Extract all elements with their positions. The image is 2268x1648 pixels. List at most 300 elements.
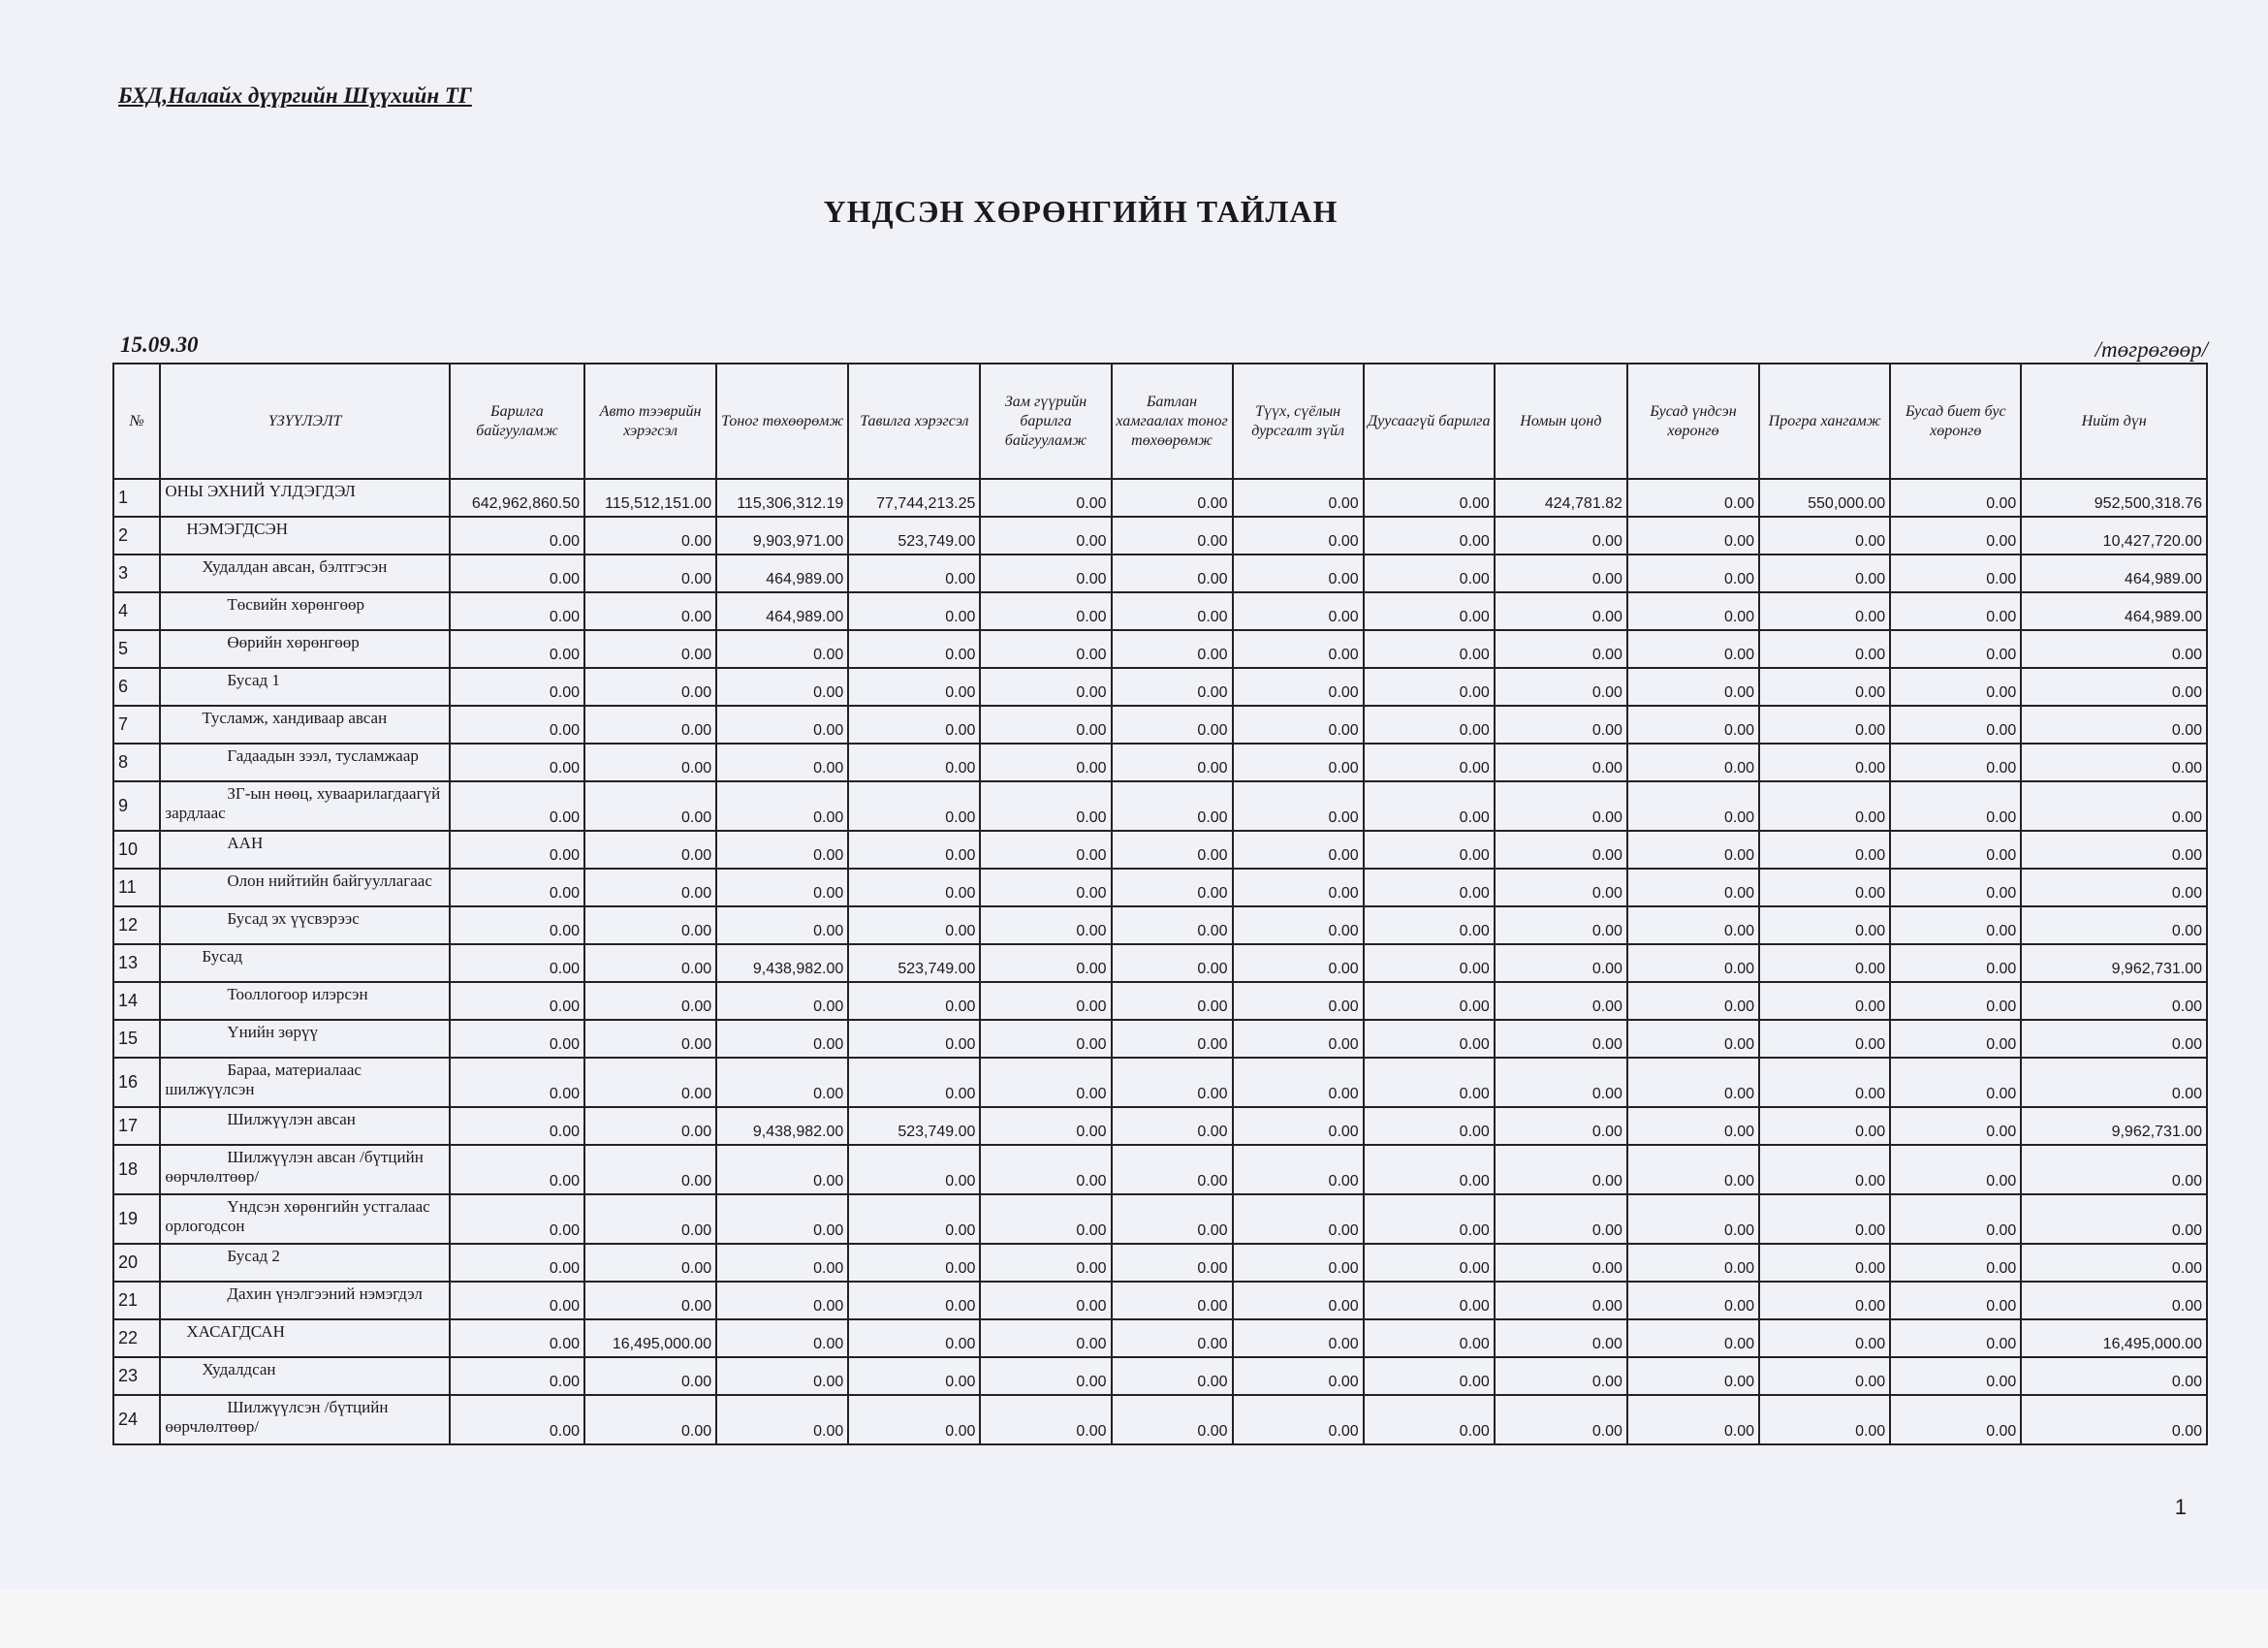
col-header: Бусад үндсэн хөронгө (1627, 364, 1759, 479)
value-cell: 0.00 (1627, 1244, 1759, 1282)
value-cell: 0.00 (980, 1395, 1111, 1444)
row-label: Дахин үнэлгээний нэмэгдэл (160, 1282, 449, 1319)
value-cell: 0.00 (848, 1244, 980, 1282)
value-cell: 523,749.00 (848, 944, 980, 982)
value-cell: 0.00 (584, 744, 716, 781)
value-cell: 0.00 (716, 982, 848, 1020)
table-row (113, 744, 2207, 781)
value-cell: 0.00 (1890, 592, 2021, 630)
value-cell: 0.00 (1233, 592, 1364, 630)
value-cell: 0.00 (1890, 1319, 2021, 1357)
value-cell: 0.00 (980, 1357, 1111, 1395)
value-cell: 424,781.82 (1495, 479, 1627, 517)
value-cell: 0.00 (584, 944, 716, 982)
value-cell: 0.00 (716, 1395, 848, 1444)
value-cell: 0.00 (1759, 630, 1890, 668)
value-cell: 0.00 (584, 630, 716, 668)
value-cell: 0.00 (450, 906, 584, 944)
col-header: Програ хангамж (1759, 364, 1890, 479)
row-number: 17 (113, 1107, 160, 1145)
value-cell: 0.00 (1495, 1395, 1627, 1444)
value-cell: 0.00 (980, 982, 1111, 1020)
value-cell: 0.00 (848, 1020, 980, 1058)
value-cell: 0.00 (584, 831, 716, 869)
value-cell: 0.00 (716, 1058, 848, 1107)
value-cell: 0.00 (1627, 592, 1759, 630)
value-cell: 0.00 (1759, 982, 1890, 1020)
value-cell: 0.00 (584, 517, 716, 555)
value-cell: 0.00 (1759, 517, 1890, 555)
row-label: Шилжүүлэн авсан /бүтцийн өөрчлөлтөөр/ (160, 1145, 449, 1194)
row-total-cell: 0.00 (2021, 831, 2207, 869)
value-cell: 0.00 (584, 592, 716, 630)
value-cell: 0.00 (1890, 1357, 2021, 1395)
value-cell: 0.00 (1233, 1244, 1364, 1282)
row-label: Төсвийн хөрөнгөөр (160, 592, 449, 630)
value-cell: 0.00 (450, 1319, 584, 1357)
row-total-cell: 0.00 (2021, 744, 2207, 781)
value-cell: 0.00 (1364, 1107, 1495, 1145)
value-cell: 0.00 (1112, 1319, 1233, 1357)
table-header-row (113, 364, 2207, 479)
row-number: 23 (113, 1357, 160, 1395)
value-cell: 0.00 (1890, 479, 2021, 517)
value-cell: 464,989.00 (716, 592, 848, 630)
value-cell: 0.00 (1890, 668, 2021, 706)
value-cell: 0.00 (1495, 1319, 1627, 1357)
value-cell: 0.00 (1495, 1058, 1627, 1107)
row-total-cell: 0.00 (2021, 1058, 2207, 1107)
value-cell: 0.00 (1233, 1020, 1364, 1058)
table-row (113, 1020, 2207, 1058)
row-number: 5 (113, 630, 160, 668)
value-cell: 0.00 (1233, 668, 1364, 706)
value-cell: 0.00 (716, 1357, 848, 1395)
value-cell: 0.00 (716, 1319, 848, 1357)
value-cell: 0.00 (1495, 1357, 1627, 1395)
value-cell: 0.00 (980, 781, 1111, 831)
row-number: 3 (113, 555, 160, 592)
value-cell: 0.00 (848, 1319, 980, 1357)
row-label: Бусад (160, 944, 449, 982)
value-cell: 0.00 (1495, 517, 1627, 555)
value-cell: 0.00 (1890, 1194, 2021, 1244)
value-cell: 0.00 (980, 1194, 1111, 1244)
value-cell: 0.00 (584, 781, 716, 831)
value-cell: 0.00 (1233, 781, 1364, 831)
value-cell: 0.00 (848, 1194, 980, 1244)
value-cell: 0.00 (450, 1145, 584, 1194)
report-date: 15.09.30 (120, 333, 199, 357)
row-label: Тусламж, хандиваар авсан (160, 706, 449, 744)
value-cell: 0.00 (980, 1319, 1111, 1357)
value-cell: 0.00 (1890, 744, 2021, 781)
value-cell: 0.00 (1890, 517, 2021, 555)
row-label: Гадаадын зээл, тусламжаар (160, 744, 449, 781)
value-cell: 0.00 (1112, 906, 1233, 944)
row-total-cell: 0.00 (2021, 869, 2207, 906)
value-cell: 0.00 (1364, 1194, 1495, 1244)
row-total-cell: 0.00 (2021, 630, 2207, 668)
value-cell: 0.00 (1890, 1395, 2021, 1444)
value-cell: 0.00 (980, 479, 1111, 517)
value-cell: 0.00 (450, 1058, 584, 1107)
value-cell: 0.00 (716, 1282, 848, 1319)
value-cell: 0.00 (1495, 781, 1627, 831)
row-label: Тооллогоор илэрсэн (160, 982, 449, 1020)
value-cell: 0.00 (450, 555, 584, 592)
value-cell: 0.00 (1495, 869, 1627, 906)
value-cell: 0.00 (1890, 869, 2021, 906)
value-cell: 0.00 (1759, 1107, 1890, 1145)
value-cell: 0.00 (1890, 630, 2021, 668)
value-cell: 0.00 (1495, 1194, 1627, 1244)
value-cell: 0.00 (1364, 479, 1495, 517)
value-cell: 0.00 (1495, 1244, 1627, 1282)
row-number: 12 (113, 906, 160, 944)
value-cell: 0.00 (1233, 1194, 1364, 1244)
value-cell: 0.00 (1233, 1107, 1364, 1145)
value-cell: 0.00 (1364, 517, 1495, 555)
row-label: НЭМЭГДСЭН (160, 517, 449, 555)
row-number: 22 (113, 1319, 160, 1357)
value-cell: 0.00 (1495, 1020, 1627, 1058)
value-cell: 0.00 (1233, 479, 1364, 517)
value-cell: 0.00 (1112, 1107, 1233, 1145)
table-row (113, 1107, 2207, 1145)
row-total-cell: 464,989.00 (2021, 555, 2207, 592)
value-cell: 0.00 (1364, 944, 1495, 982)
value-cell: 16,495,000.00 (584, 1319, 716, 1357)
value-cell: 0.00 (1364, 982, 1495, 1020)
table-row (113, 869, 2207, 906)
value-cell: 0.00 (1364, 744, 1495, 781)
value-cell: 0.00 (1112, 1395, 1233, 1444)
value-cell: 0.00 (1627, 706, 1759, 744)
value-cell: 0.00 (450, 1282, 584, 1319)
value-cell: 0.00 (584, 668, 716, 706)
row-label: ЗГ-ын нөөц, хуваарилагдаагүй зардлаас (160, 781, 449, 831)
value-cell: 0.00 (1495, 555, 1627, 592)
value-cell: 0.00 (1233, 982, 1364, 1020)
fixed-assets-table (112, 363, 2208, 1445)
col-header: ҮЗҮҮЛЭЛТ (160, 364, 449, 479)
value-cell: 0.00 (1364, 706, 1495, 744)
value-cell: 0.00 (980, 668, 1111, 706)
row-number: 8 (113, 744, 160, 781)
table-row (113, 944, 2207, 982)
col-header: Түүх, сүёлын дурсгалт зүйл (1233, 364, 1364, 479)
value-cell: 0.00 (1112, 706, 1233, 744)
value-cell: 0.00 (450, 630, 584, 668)
value-cell: 0.00 (1890, 781, 2021, 831)
value-cell: 0.00 (1759, 869, 1890, 906)
value-cell: 0.00 (1627, 1395, 1759, 1444)
row-total-cell: 464,989.00 (2021, 592, 2207, 630)
value-cell: 0.00 (980, 944, 1111, 982)
table-row (113, 906, 2207, 944)
value-cell: 77,744,213.25 (848, 479, 980, 517)
value-cell: 0.00 (980, 1282, 1111, 1319)
value-cell: 0.00 (450, 1107, 584, 1145)
value-cell: 0.00 (584, 706, 716, 744)
value-cell: 0.00 (1495, 668, 1627, 706)
value-cell: 0.00 (1112, 744, 1233, 781)
value-cell: 0.00 (848, 906, 980, 944)
table-row (113, 831, 2207, 869)
value-cell: 0.00 (980, 1145, 1111, 1194)
value-cell: 0.00 (1495, 1107, 1627, 1145)
row-label: Худалдан авсан, бэлтгэсэн (160, 555, 449, 592)
value-cell: 0.00 (980, 1244, 1111, 1282)
value-cell: 0.00 (1890, 1145, 2021, 1194)
value-cell: 0.00 (450, 1357, 584, 1395)
value-cell: 0.00 (848, 1282, 980, 1319)
col-header: Батлан хамгаалах тоног төхөөрөмж (1112, 364, 1233, 479)
value-cell: 0.00 (848, 1145, 980, 1194)
row-total-cell: 0.00 (2021, 1244, 2207, 1282)
value-cell: 0.00 (1890, 982, 2021, 1020)
value-cell: 0.00 (980, 831, 1111, 869)
value-cell: 0.00 (1233, 1058, 1364, 1107)
value-cell: 523,749.00 (848, 1107, 980, 1145)
col-header: Нийт дүн (2021, 364, 2207, 479)
value-cell: 0.00 (1890, 706, 2021, 744)
row-label: Үнийн зөрүү (160, 1020, 449, 1058)
value-cell: 0.00 (1759, 744, 1890, 781)
value-cell: 0.00 (1759, 1244, 1890, 1282)
value-cell: 0.00 (1759, 906, 1890, 944)
value-cell: 0.00 (1233, 706, 1364, 744)
value-cell: 0.00 (584, 906, 716, 944)
value-cell: 0.00 (1112, 517, 1233, 555)
row-number: 18 (113, 1145, 160, 1194)
row-number: 2 (113, 517, 160, 555)
value-cell: 0.00 (1112, 1194, 1233, 1244)
value-cell: 0.00 (1627, 1058, 1759, 1107)
value-cell: 0.00 (980, 517, 1111, 555)
value-cell: 115,306,312.19 (716, 479, 848, 517)
col-header: Бусад биет бус хөронгө (1890, 364, 2021, 479)
row-number: 1 (113, 479, 160, 517)
value-cell: 0.00 (450, 1020, 584, 1058)
row-number: 16 (113, 1058, 160, 1107)
row-total-cell: 0.00 (2021, 1194, 2207, 1244)
row-total-cell: 0.00 (2021, 706, 2207, 744)
value-cell: 0.00 (584, 1020, 716, 1058)
value-cell: 0.00 (1233, 1395, 1364, 1444)
value-cell: 0.00 (1233, 630, 1364, 668)
value-cell: 0.00 (848, 781, 980, 831)
row-label: Бараа, материалаас шилжүүлсэн (160, 1058, 449, 1107)
value-cell: 0.00 (1112, 1282, 1233, 1319)
value-cell: 0.00 (450, 668, 584, 706)
table-row (113, 1319, 2207, 1357)
value-cell: 0.00 (584, 1145, 716, 1194)
row-label: Бусад эх үүсвэрээс (160, 906, 449, 944)
col-header: Тоног төхөөрөмж (716, 364, 848, 479)
value-cell: 0.00 (716, 1145, 848, 1194)
value-cell: 0.00 (450, 781, 584, 831)
value-cell: 0.00 (1890, 906, 2021, 944)
value-cell: 0.00 (1495, 744, 1627, 781)
table-row (113, 668, 2207, 706)
value-cell: 0.00 (584, 1107, 716, 1145)
value-cell: 9,903,971.00 (716, 517, 848, 555)
row-total-cell: 0.00 (2021, 1145, 2207, 1194)
value-cell: 0.00 (848, 706, 980, 744)
row-label: ХАСАГДСАН (160, 1319, 449, 1357)
value-cell: 0.00 (1759, 555, 1890, 592)
value-cell: 0.00 (848, 592, 980, 630)
row-number: 9 (113, 781, 160, 831)
row-total-cell: 0.00 (2021, 1395, 2207, 1444)
value-cell: 0.00 (1890, 1244, 2021, 1282)
row-number: 10 (113, 831, 160, 869)
value-cell: 0.00 (450, 944, 584, 982)
value-cell: 0.00 (716, 831, 848, 869)
table-row (113, 1244, 2207, 1282)
table-row (113, 706, 2207, 744)
value-cell: 0.00 (1759, 668, 1890, 706)
table-row (113, 630, 2207, 668)
value-cell: 0.00 (1364, 1058, 1495, 1107)
row-label: Бусад 2 (160, 1244, 449, 1282)
col-header: Зам гүүрийн барилга байгууламж (980, 364, 1111, 479)
value-cell: 0.00 (1495, 1282, 1627, 1319)
value-cell: 0.00 (1759, 1058, 1890, 1107)
value-cell: 0.00 (1890, 1020, 2021, 1058)
value-cell: 0.00 (1627, 944, 1759, 982)
table-row (113, 1395, 2207, 1444)
value-cell: 0.00 (980, 1107, 1111, 1145)
row-number: 21 (113, 1282, 160, 1319)
value-cell: 0.00 (716, 869, 848, 906)
value-cell: 0.00 (1627, 831, 1759, 869)
value-cell: 0.00 (584, 555, 716, 592)
col-header: № (113, 364, 160, 479)
value-cell: 0.00 (584, 1357, 716, 1395)
value-cell: 0.00 (450, 982, 584, 1020)
row-number: 11 (113, 869, 160, 906)
value-cell: 0.00 (584, 869, 716, 906)
value-cell: 0.00 (716, 706, 848, 744)
value-cell: 0.00 (1233, 1282, 1364, 1319)
value-cell: 550,000.00 (1759, 479, 1890, 517)
value-cell: 0.00 (1890, 944, 2021, 982)
value-cell: 0.00 (1890, 1107, 2021, 1145)
row-total-cell: 952,500,318.76 (2021, 479, 2207, 517)
value-cell: 0.00 (450, 706, 584, 744)
value-cell: 0.00 (1364, 592, 1495, 630)
value-cell: 0.00 (1364, 555, 1495, 592)
value-cell: 0.00 (1233, 1357, 1364, 1395)
value-cell: 0.00 (584, 1395, 716, 1444)
row-label: Шилжүүлэн авсан (160, 1107, 449, 1145)
value-cell: 0.00 (848, 744, 980, 781)
value-cell: 0.00 (1495, 982, 1627, 1020)
value-cell: 0.00 (716, 1194, 848, 1244)
report-title: ҮНДСЭН ХӨРӨНГИЙН ТАЙЛАН (823, 194, 1339, 229)
value-cell: 0.00 (980, 630, 1111, 668)
value-cell: 0.00 (716, 906, 848, 944)
value-cell: 9,438,982.00 (716, 1107, 848, 1145)
table-row (113, 1194, 2207, 1244)
value-cell: 0.00 (1627, 1020, 1759, 1058)
row-total-cell: 0.00 (2021, 781, 2207, 831)
value-cell: 0.00 (848, 831, 980, 869)
value-cell: 0.00 (1759, 1319, 1890, 1357)
currency-unit: /төгрөгөөр/ (2095, 337, 2208, 362)
value-cell: 0.00 (1627, 555, 1759, 592)
value-cell: 0.00 (1364, 668, 1495, 706)
row-label: ААН (160, 831, 449, 869)
value-cell: 115,512,151.00 (584, 479, 716, 517)
value-cell: 642,962,860.50 (450, 479, 584, 517)
row-label: Бусад 1 (160, 668, 449, 706)
value-cell: 0.00 (1112, 869, 1233, 906)
value-cell: 0.00 (1112, 944, 1233, 982)
value-cell: 0.00 (848, 555, 980, 592)
value-cell: 0.00 (1495, 1145, 1627, 1194)
value-cell: 0.00 (584, 1058, 716, 1107)
table-row (113, 1145, 2207, 1194)
value-cell: 0.00 (1627, 1107, 1759, 1145)
value-cell: 0.00 (584, 1194, 716, 1244)
value-cell: 0.00 (1759, 1194, 1890, 1244)
value-cell: 0.00 (980, 906, 1111, 944)
value-cell: 0.00 (1112, 1244, 1233, 1282)
value-cell: 0.00 (584, 982, 716, 1020)
row-label: Шилжүүлсэн /бүтцийн өөрчлөлтөөр/ (160, 1395, 449, 1444)
page-number: 1 (2174, 1495, 2187, 1519)
value-cell: 0.00 (1233, 555, 1364, 592)
value-cell: 0.00 (1364, 869, 1495, 906)
table-row (113, 592, 2207, 630)
table-row (113, 555, 2207, 592)
row-number: 20 (113, 1244, 160, 1282)
row-label: Өөрийн хөрөнгөөр (160, 630, 449, 668)
value-cell: 0.00 (1627, 1145, 1759, 1194)
value-cell: 0.00 (1890, 831, 2021, 869)
scan-bottom-margin (0, 1590, 2268, 1648)
value-cell: 0.00 (1112, 592, 1233, 630)
value-cell: 0.00 (1495, 630, 1627, 668)
value-cell: 0.00 (1627, 1357, 1759, 1395)
value-cell: 0.00 (848, 1395, 980, 1444)
row-label: Үндсэн хөрөнгийн устгалаас орлогодсон (160, 1194, 449, 1244)
table-body (113, 479, 2207, 1444)
value-cell: 0.00 (848, 668, 980, 706)
value-cell: 0.00 (1627, 630, 1759, 668)
value-cell: 0.00 (848, 869, 980, 906)
value-cell: 0.00 (980, 1058, 1111, 1107)
table-row (113, 1282, 2207, 1319)
value-cell: 0.00 (584, 1244, 716, 1282)
row-number: 6 (113, 668, 160, 706)
value-cell: 0.00 (450, 592, 584, 630)
row-label: Худалдсан (160, 1357, 449, 1395)
value-cell: 0.00 (1112, 1145, 1233, 1194)
value-cell: 0.00 (1495, 944, 1627, 982)
value-cell: 0.00 (1233, 1145, 1364, 1194)
table-row (113, 479, 2207, 517)
value-cell: 0.00 (1364, 1282, 1495, 1319)
value-cell: 9,438,982.00 (716, 944, 848, 982)
org-name: БХД,Налайх дүүргийн Шүүхийн ТГ (118, 83, 472, 108)
value-cell: 0.00 (1233, 517, 1364, 555)
value-cell: 0.00 (1233, 1319, 1364, 1357)
